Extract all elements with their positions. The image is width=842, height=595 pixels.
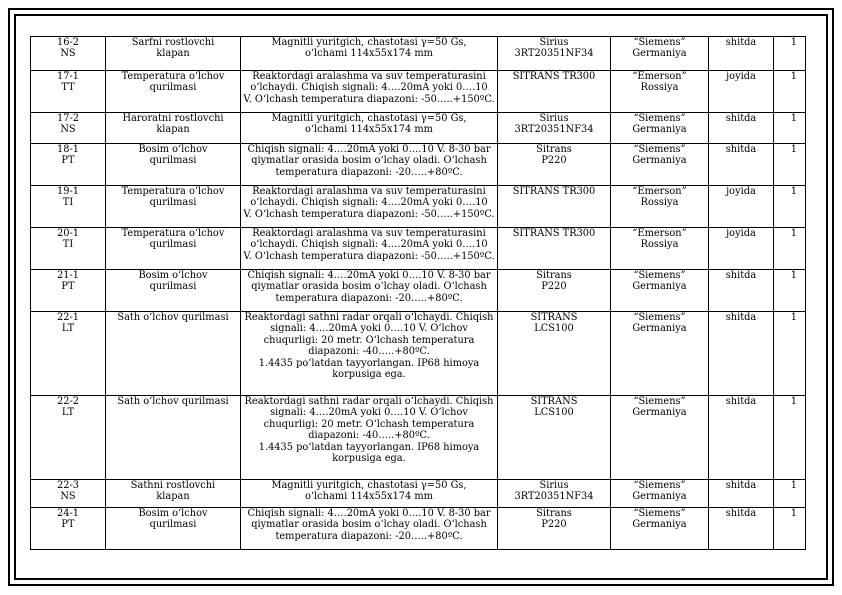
device-name-cell: Temperatura o‘lchov qurilmasi (106, 186, 241, 228)
specification-cell: Magnitli yuritgich, chastotasi γ=50 Gs, o‘lchami 114x55x174 mm (241, 113, 498, 144)
manufacturer-cell: “Emerson” Rossiya (611, 186, 709, 228)
position-cell: 22-2 LT (31, 396, 106, 480)
manufacturer-cell: “Siemens” Germaniya (611, 396, 709, 480)
quantity-cell: 1 (774, 396, 806, 480)
location-cell: shitda (709, 270, 774, 312)
manufacturer-cell: “Emerson” Rossiya (611, 71, 709, 113)
location-cell: shitda (709, 480, 774, 508)
manufacturer-cell: “Emerson” Rossiya (611, 228, 709, 270)
device-name-cell: Haroratni rostlovchi klapan (106, 113, 241, 144)
type-cell: SITRANS LCS100 (498, 312, 611, 396)
table-row (31, 228, 806, 270)
device-name-cell: Bosim o‘lchov qurilmasi (106, 508, 241, 550)
device-name-cell: Sarfni rostlovchi klapan (106, 37, 241, 71)
manufacturer-cell: “Siemens” Germaniya (611, 113, 709, 144)
location-cell: shitda (709, 396, 774, 480)
manufacturer-cell: “Siemens” Germaniya (611, 508, 709, 550)
manufacturer-cell: “Siemens” Germaniya (611, 312, 709, 396)
specification-cell: Reaktordagi aralashma va suv temperaturasini o‘lchaydi. Chiqish signali: 4….20mA yoki 0….10 V. O‘lchash temperatura diapazoni: -50…..+150ºC. (241, 186, 498, 228)
location-cell: joyida (709, 186, 774, 228)
table-row (31, 186, 806, 228)
position-cell: 17-1 TT (31, 71, 106, 113)
quantity-cell: 1 (774, 270, 806, 312)
table-row (31, 396, 806, 480)
manufacturer-cell: “Siemens” Germaniya (611, 270, 709, 312)
table-row (31, 37, 806, 71)
specification-cell: Reaktordagi sathni radar orqali o‘lchaydi. Chiqish signali: 4….20mA yoki 0….10 V. O‘lchov chuqurligi: 20 metr. O‘lchash temperatura diapazoni: -40…..+80ºC. 1.4435 po‘latdan tayyorlangan. IP68 himoya korpusiga ega. (241, 312, 498, 396)
specification-cell: Chiqish signali: 4….20mA yoki 0….10 V. 8-30 bar qiymatlar orasida bosim o‘lchay oladi. O‘lchash temperatura diapazoni: -20…..+80ºC. (241, 270, 498, 312)
type-cell: SITRANS LCS100 (498, 396, 611, 480)
specification-cell: Reaktordagi aralashma va suv temperaturasini o‘lchaydi. Chiqish signali: 4….20mA yoki 0….10 V. O‘lchash temperatura diapazoni: -50…..+150ºC. (241, 228, 498, 270)
position-cell: 22-3 NS (31, 480, 106, 508)
table-row (31, 312, 806, 396)
device-name-cell: Sathni rostlovchi klapan (106, 480, 241, 508)
table-row (31, 270, 806, 312)
device-name-cell: Bosim o‘lchov qurilmasi (106, 270, 241, 312)
quantity-cell: 1 (774, 71, 806, 113)
type-cell: Sirius 3RT20351NF34 (498, 480, 611, 508)
table-row (31, 508, 806, 550)
type-cell: Sitrans P220 (498, 508, 611, 550)
device-name-cell: Sath o‘lchov qurilmasi (106, 312, 241, 396)
specification-cell: Reaktordagi aralashma va suv temperaturasini o‘lchaydi. Chiqish signali: 4….20mA yoki 0….10 V. O‘lchash temperatura diapazoni: -50…..+150ºC. (241, 71, 498, 113)
position-cell: 18-1 PT (31, 144, 106, 186)
quantity-cell: 1 (774, 186, 806, 228)
specification-cell: Chiqish signali: 4….20mA yoki 0….10 V. 8-30 bar qiymatlar orasida bosim o‘lchay oladi. O‘lchash temperatura diapazoni: -20…..+80ºC. (241, 144, 498, 186)
equipment-spec-table (30, 36, 806, 550)
specification-cell: Magnitli yuritgich, chastotasi γ=50 Gs, o‘lchami 114x55x174 mm (241, 37, 498, 71)
position-cell: 22-1 LT (31, 312, 106, 396)
type-cell: Sirius 3RT20351NF34 (498, 37, 611, 71)
location-cell: joyida (709, 71, 774, 113)
table-row (31, 113, 806, 144)
location-cell: shitda (709, 144, 774, 186)
location-cell: shitda (709, 508, 774, 550)
manufacturer-cell: “Siemens” Germaniya (611, 144, 709, 186)
position-cell: 21-1 PT (31, 270, 106, 312)
type-cell: SITRANS TR300 (498, 228, 611, 270)
quantity-cell: 1 (774, 144, 806, 186)
type-cell: Sirius 3RT20351NF34 (498, 113, 611, 144)
position-cell: 19-1 TI (31, 186, 106, 228)
position-cell: 16-2 NS (31, 37, 106, 71)
quantity-cell: 1 (774, 37, 806, 71)
position-cell: 20-1 TI (31, 228, 106, 270)
quantity-cell: 1 (774, 228, 806, 270)
specification-cell: Chiqish signali: 4….20mA yoki 0….10 V. 8-30 bar qiymatlar orasida bosim o‘lchay oladi. O‘lchash temperatura diapazoni: -20…..+80ºC. (241, 508, 498, 550)
type-cell: Sitrans P220 (498, 270, 611, 312)
type-cell: Sitrans P220 (498, 144, 611, 186)
position-cell: 24-1 PT (31, 508, 106, 550)
manufacturer-cell: “Siemens” Germaniya (611, 37, 709, 71)
quantity-cell: 1 (774, 312, 806, 396)
position-cell: 17-2 NS (31, 113, 106, 144)
quantity-cell: 1 (774, 480, 806, 508)
table-row (31, 71, 806, 113)
quantity-cell: 1 (774, 508, 806, 550)
device-name-cell: Temperatura o‘lchov qurilmasi (106, 71, 241, 113)
type-cell: SITRANS TR300 (498, 71, 611, 113)
type-cell: SITRANS TR300 (498, 186, 611, 228)
device-name-cell: Bosim o‘lchov qurilmasi (106, 144, 241, 186)
location-cell: shitda (709, 113, 774, 144)
specification-cell: Reaktordagi sathni radar orqali o‘lchaydi. Chiqish signali: 4….20mA yoki 0….10 V. O‘lchov chuqurligi: 20 metr. O‘lchash temperatura diapazoni: -40…..+80ºC. 1.4435 po‘latdan tayyorlangan. IP68 himoya korpusiga ega. (241, 396, 498, 480)
location-cell: joyida (709, 228, 774, 270)
specification-cell: Magnitli yuritgich, chastotasi γ=50 Gs, o‘lchami 114x55x174 mm (241, 480, 498, 508)
quantity-cell: 1 (774, 113, 806, 144)
location-cell: shitda (709, 312, 774, 396)
device-name-cell: Temperatura o‘lchov qurilmasi (106, 228, 241, 270)
device-name-cell: Sath o‘lchov qurilmasi (106, 396, 241, 480)
table-row (31, 480, 806, 508)
table-row (31, 144, 806, 186)
location-cell: shitda (709, 37, 774, 71)
manufacturer-cell: “Siemens” Germaniya (611, 480, 709, 508)
